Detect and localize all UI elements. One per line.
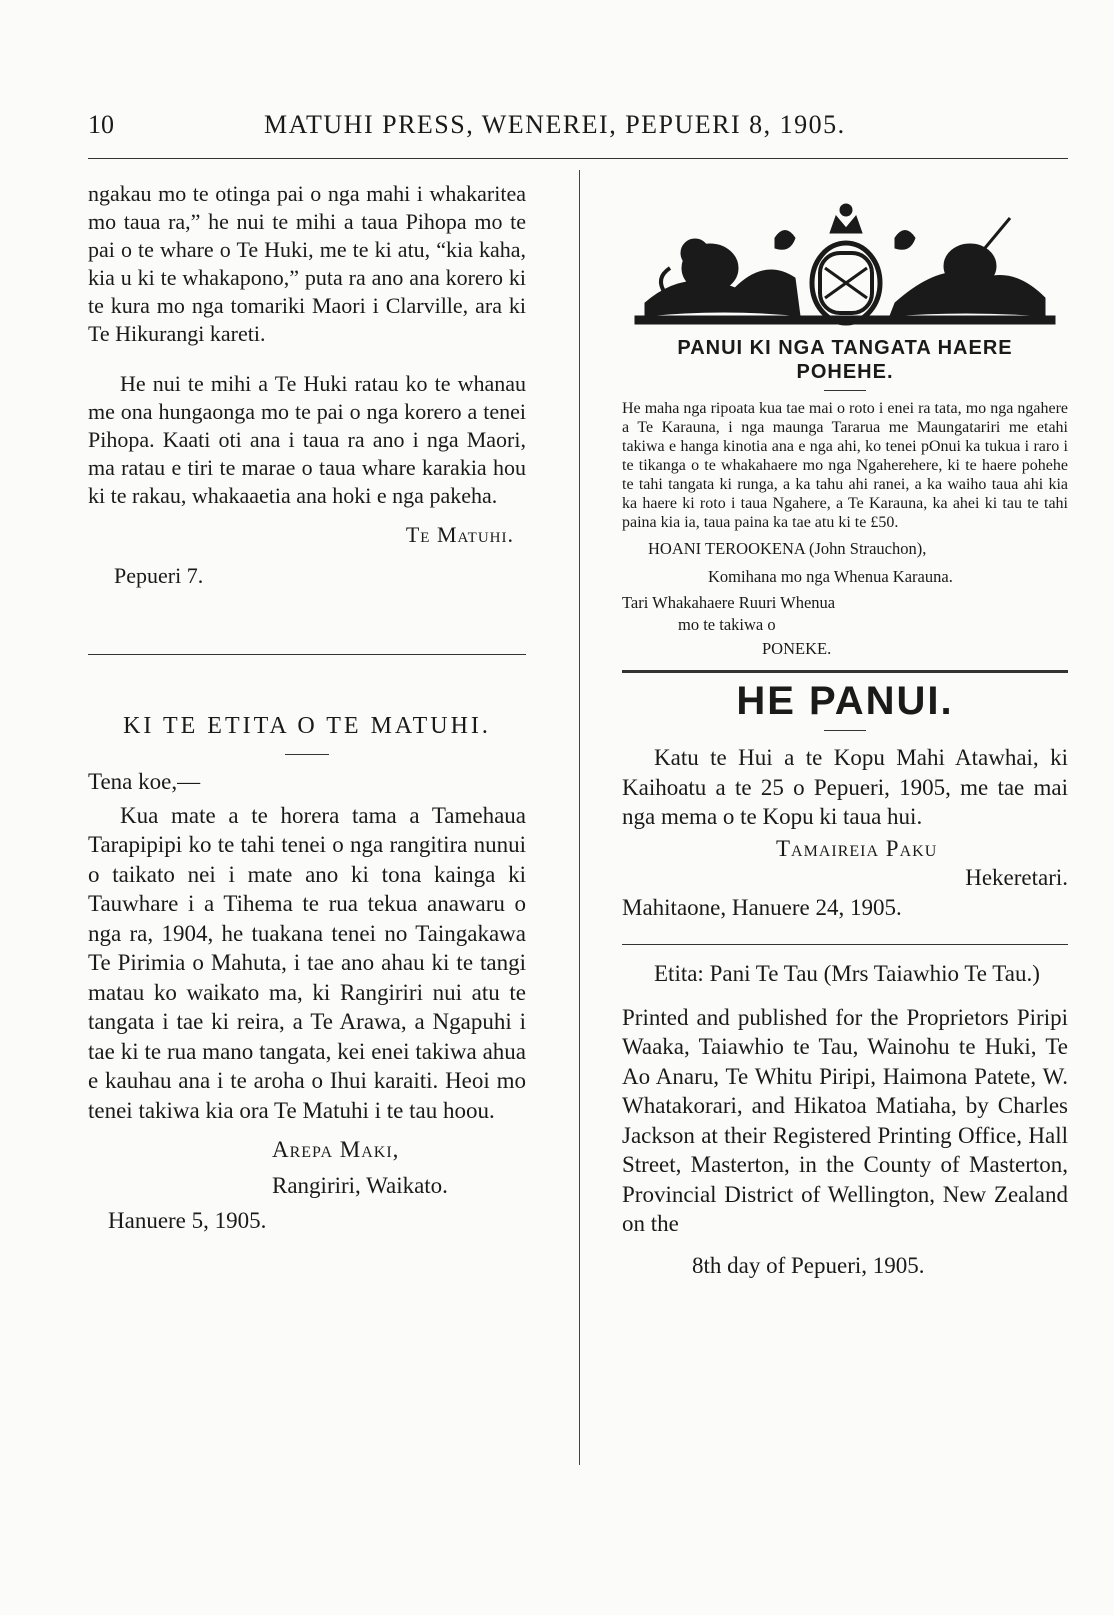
notice-body: He maha nga ripoata kua tae mai o roto i enei ra tata, mo nga ngahere a Te Karauna, i nga maunga Tararua me Maungatariri me etahi takiwa e hanga kinotia ana e nga ahi, ko tenei pOnui ka tukua i raro i te tikanga o te whakahaere mo nga Ngaherehere, ki te haere pohehe te tahi tangata ki runga, a ka tahu ahi ranei, a ka waiho taua ahi kia ka haere ki roto i taua Ngahere, a Te Karauna, ka ahei ki tau te tahi paina kia ia, taua paina ka tae atu ki te £50.	[622, 400, 1068, 531]
notice-signature: Tamaireia Paku	[776, 835, 938, 861]
notice-signature: HOANI TEROOKENA (John Strauchon),	[648, 539, 927, 558]
notice-signer-role: Hekeretari.	[965, 865, 1068, 890]
section-rule	[622, 944, 1068, 945]
article-paragraph: He nui te mihi a Te Huki ratau ko te whanau me ona hungaonga mo te pai o nga korero a tenei Pihopa. Kaati oti ana i taua ra ano i nga Maori, ma ratau e tiri te marae o taua whare karakia hou ki te rakau, whakaaetia ana hoki e nga pakeha.	[88, 371, 526, 508]
article-date: Pepueri 7.	[114, 563, 204, 588]
notice-office: Tari Whakahaere Ruuri Whenua	[622, 593, 836, 612]
right-column	[622, 198, 1068, 1280]
short-rule	[824, 730, 866, 731]
letter-body: Kua mate a te horera tama a Tamehaua Tarapipipi ko te tahi tenei o nga rangitira nunui o taikato nei i mate ano ki tona kainga ki Tauwhare i a Tihema te rua tekua anawaru o nga ra, 1904, he tuakana tenei no Taingakawa Te Pirimia o Mahuta, i tae ano ahau ki te tangi matau ko waikato ma, ki Rangiriri nui atu te tangata i tae ki reira, a Te Arawa, a Ngapuhi i tae ki te rua mano tangata, kei enei takiwa ahua e kauhau ana i te aroha o Ihui karaiti. Heoi mo tenei takiwa kia ora Te Matuhi i te tau hoou.	[88, 802, 526, 1123]
section-rule	[88, 654, 526, 655]
page-number: 10	[88, 110, 114, 139]
imprint-date: 8th day of Pepueri, 1905.	[692, 1252, 925, 1278]
notice-heading: HE PANUI.	[736, 679, 954, 723]
editor-line: Etita: Pani Te Tau (Mrs Taiawhio Te Tau.)	[654, 961, 1040, 986]
column-divider	[579, 170, 580, 1465]
letter-date: Hanuere 5, 1905.	[108, 1208, 267, 1233]
imprint-body: Printed and published for the Proprietors Piripi Waaka, Taiawhio te Tau, Wainohu te Huki, Te Ao Anaru, Te Whitu Piripi, Haimona Patete, W. Whatakorari, and Hikatoa Matiaha, by Charles Jackson at their Registered Printing Office, Hall Street, Masterton, in the County of Masterton, Provincial District of Wellington, New Zealand on the	[622, 1004, 1068, 1236]
notice-title: PANUI KI NGA TANGATA HAERE	[677, 337, 1013, 359]
article-signature: Te Matuhi.	[405, 522, 514, 547]
article-paragraph: ngakau mo te otinga pai o nga mahi i whakaritea mo taua ra,” he nui te mihi a taua Pihopa mo te pai o te whare o Te Huki, me te ki atu, “kia kaha, kia u ki te whakapono,” puta ra ano ana korero ki te kura mo nga tomariki Maori i Clarville, ara ki Te Hikurangi kareti.	[88, 181, 526, 346]
notice-signer-role: Komihana mo nga Whenua Karauna.	[708, 567, 953, 586]
short-rule	[285, 754, 329, 755]
letter-greeting: Tena koe,—	[88, 769, 201, 794]
notice-office: mo te takiwa o	[678, 615, 776, 634]
letter-signature: Arepa Maki,	[272, 1137, 400, 1162]
letter-title: KI TE ETITA O TE MATUHI.	[123, 713, 491, 739]
letter-place: Rangiriri, Waikato.	[272, 1172, 448, 1198]
royal-coat-of-arms-icon	[625, 198, 1065, 328]
notice-body: Katu te Hui a te Kopu Mahi Atawhai, ki Kaihoatu a te 25 o Pepueri, 1905, me tae mai nga mema o te Kopu ki taua hui.	[622, 745, 1068, 829]
page-header	[88, 110, 928, 144]
notice-place: PONEKE.	[762, 639, 832, 658]
header-rule	[88, 158, 1068, 159]
section-rule	[622, 670, 1068, 673]
masthead: MATUHI PRESS, WENEREI, PEPUERI 8, 1905.	[264, 110, 846, 139]
short-rule	[824, 390, 866, 391]
notice-dateline: Mahitaone, Hanuere 24, 1905.	[622, 894, 902, 920]
notice-title: POHEHE.	[796, 361, 894, 383]
left-column	[88, 180, 526, 1236]
